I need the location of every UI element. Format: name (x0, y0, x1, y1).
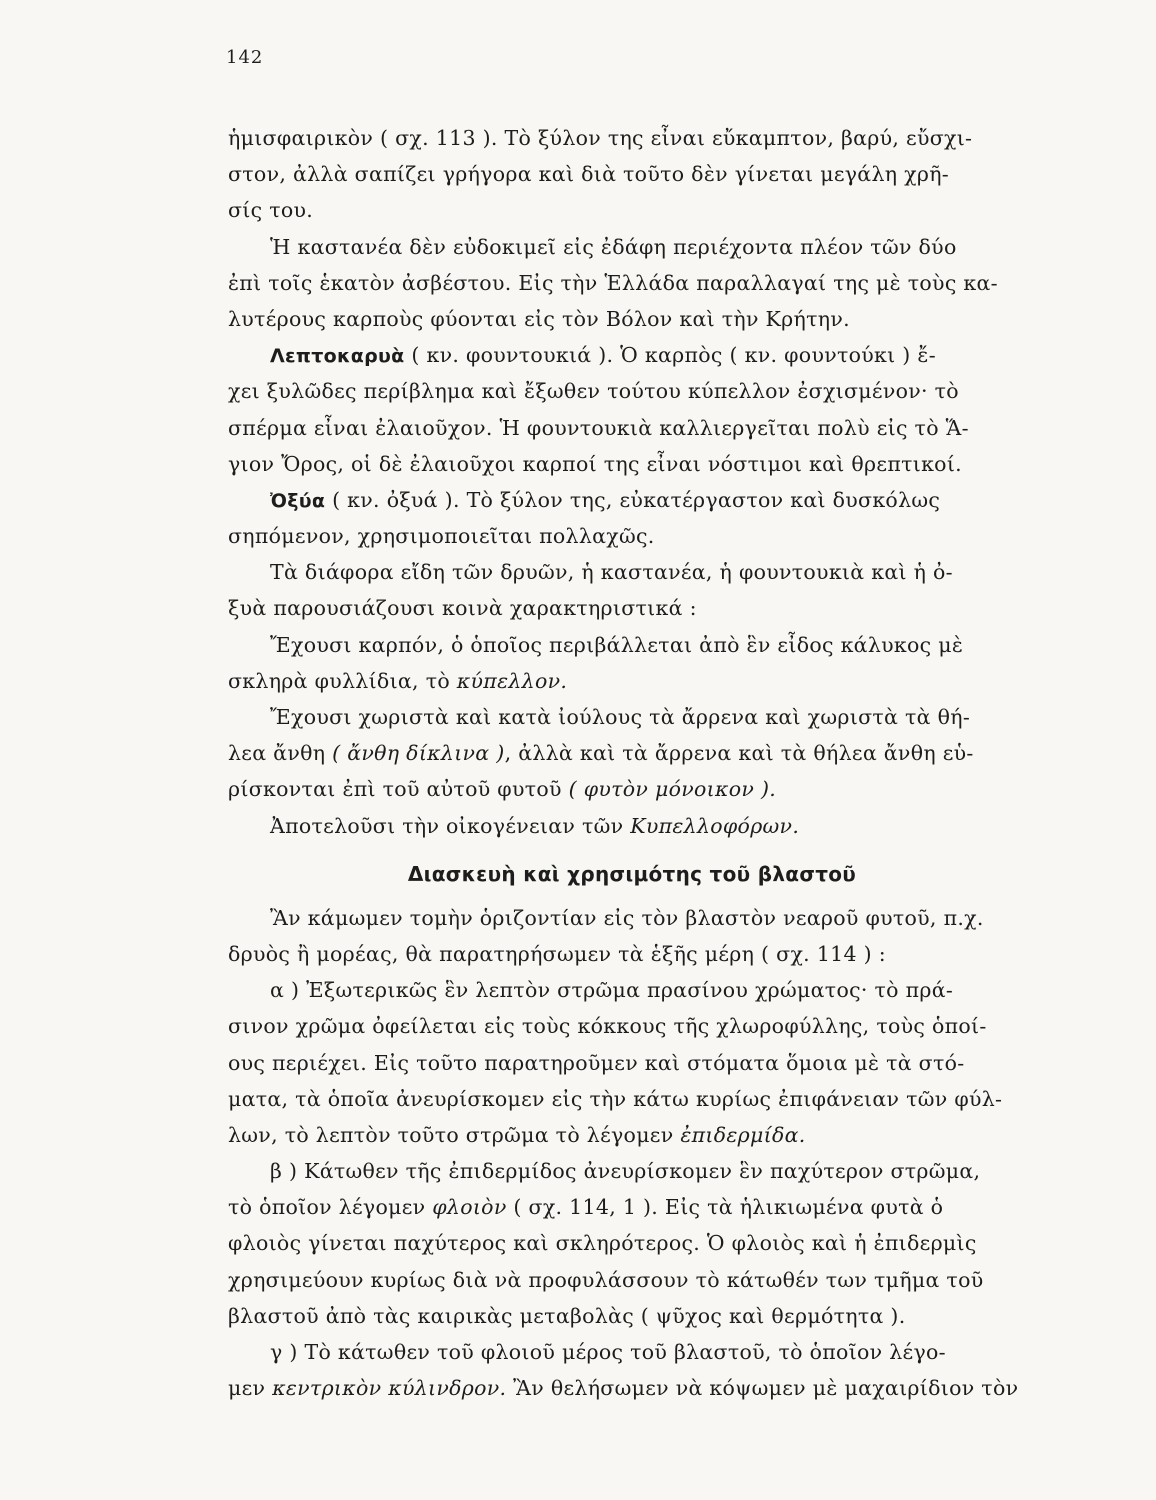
text-line (228, 1370, 1036, 1406)
text-line: γ ) Τὸ κάτωθεν τοῦ φλοιοῦ μέρος τοῦ βλαστοῦ, τὸ ὁποῖον λέγο- (270, 1340, 946, 1364)
text-line: Ἂν κάμωμεν τομὴν ὁριζοντίαν εἰς τὸν βλαστὸν νεαροῦ φυτοῦ, π.χ. (270, 905, 984, 930)
text-line: Ἔχουσι χωριστὰ καὶ κατὰ ἰούλους τὰ ἄρρενα καὶ χωριστὰ τὰ θή- (270, 705, 971, 729)
text-line (228, 808, 1036, 844)
text-span: , ἀλλὰ καὶ τὰ ἄρρενα καὶ τὰ θήλεα ἄνθη εὑ- (504, 741, 974, 766)
text-line: Ἡ καστανέα δὲν εὐδοκιμεῖ εἰς ἐδάφη περιέχοντα πλέον τῶν δύο (270, 234, 957, 259)
text-span: ( σχ. 114, 1 ). Εἰς τὰ ἡλικιωμένα φυτὰ ὁ (506, 1195, 944, 1220)
text-line: σινον χρῶμα ὀφείλεται εἰς τοὺς κόκκους τῆς χλωροφύλλης, τοὺς ὁποί- (228, 1014, 987, 1039)
text-span: σκληρὰ φυλλίδια, τὸ (228, 668, 457, 693)
text-line (228, 735, 1036, 771)
text-line: στον, ἀλλὰ σαπίζει γρήγορα καὶ διὰ τοῦτο δὲν γίνεται μεγάλη χρῆ- (228, 162, 950, 187)
section-heading: Διασκευὴ καὶ χρησιμότης τοῦ βλαστοῦ (407, 861, 857, 886)
text-line (228, 771, 1036, 807)
text-line: δρυὸς ἢ μορέας, θὰ παρατηρήσωμεν τὰ ἑξῆς μέρη ( σχ. 114 ) : (228, 941, 886, 966)
term-floion: φλοιὸν (432, 1195, 507, 1220)
text-line: βλαστοῦ ἀπὸ τὰς καιρικὰς μεταβολὰς ( ψῦχος καὶ θερμότητα ). (228, 1303, 906, 1328)
text-span: ( κν. φουντουκιά ). Ὁ καρπὸς ( κν. φουντούκι ) ἔ- (404, 343, 936, 368)
text-span: λων, τὸ λεπτὸν τοῦτο στρῶμα τὸ λέγομεν (228, 1122, 681, 1147)
text-line (228, 663, 1036, 699)
text-line: ἐπὶ τοῖς ἑκατὸν ἀσβέστου. Εἰς τὴν Ἑλλάδα παραλλαγαί της μὲ τοὺς κα- (228, 270, 998, 295)
text-line: ους περιέχει. Εἰς τοῦτο παρατηροῦμεν καὶ στόματα ὅμοια μὲ τὰ στό- (228, 1050, 965, 1075)
text-span: ρίσκονται ἐπὶ τοῦ αὐτοῦ φυτοῦ (228, 777, 569, 802)
text-line (228, 482, 1036, 518)
text-span: Ἂν θελήσωμεν νὰ κόψωμεν μὲ μαχαιρίδιον τὸν (506, 1376, 1019, 1401)
text-line: γιον Ὄρος, οἱ δὲ ἐλαιοῦχοι καρποί της εἶναι νόστιμοι καὶ θρεπτικοί. (228, 451, 962, 476)
text-line: χρησιμεύουν κυρίως διὰ νὰ προφυλάσσουν τὸ κάτωθέν των τμῆμα τοῦ (228, 1267, 984, 1292)
term-fyton-monoikon: ( φυτὸν μόνοικον ). (568, 777, 777, 802)
term-kypellon: κύπελλον. (456, 668, 568, 693)
text-line: ξυὰ παρουσιάζουσι κοινὰ χαρακτηριστικά : (228, 596, 697, 621)
text-line: φλοιὸς γίνεται παχύτερος καὶ σκληρότερος. Ὁ φλοιὸς καὶ ἡ ἐπιδερμὶς (228, 1231, 977, 1256)
text-line: σπέρμα εἶναι ἐλαιοῦχον. Ἡ φουντουκιὰ καλλιεργεῖται πολὺ εἰς τὸ Ἅ- (228, 415, 969, 440)
term-epidermida: ἐπιδερμίδα. (680, 1122, 806, 1147)
text-line (228, 1189, 1036, 1225)
text-line (228, 337, 1036, 373)
term-oxya: Ὀξύα (270, 489, 326, 512)
text-span: Ἀποτελοῦσι τὴν οἰκογένειαν τῶν (270, 813, 631, 838)
term-leptokarya: Λεπτοκαρυὰ (270, 345, 405, 368)
text-line: χει ξυλῶδες περίβλημα καὶ ἔξωθεν τούτου κύπελλον ἐσχισμένον· τὸ (228, 379, 959, 404)
text-line: β ) Κάτωθεν τῆς ἐπιδερμίδος ἀνευρίσκομεν ἓν παχύτερον στρῶμα, (270, 1159, 981, 1184)
text-line: ἡμισφαιρικὸν ( σχ. 113 ). Τὸ ξύλον της εἶναι εὔκαμπτον, βαρύ, εὔσχι- (228, 126, 973, 150)
term-kypellofora: Κυπελλοφόρων. (630, 813, 800, 838)
text-span: μεν (228, 1376, 273, 1401)
text-line: α ) Ἐξωτερικῶς ἓν λεπτὸν στρῶμα πρασίνου χρώματος· τὸ πρά- (270, 978, 954, 1003)
text-line (228, 1117, 1036, 1153)
page-number: 142 (226, 47, 264, 68)
text-span: τὸ ὁποῖον λέγομεν (228, 1195, 433, 1220)
text-line: Ἔχουσι καρπόν, ὁ ὁποῖος περιβάλλεται ἀπὸ ἓν εἶδος κάλυκος μὲ (270, 632, 964, 657)
text-line: λυτέρους καρποὺς φύονται εἰς τὸν Βόλον καὶ τὴν Κρήτην. (228, 306, 850, 331)
text-line: ματα, τὰ ὁποῖα ἀνευρίσκομεν εἰς τὴν κάτω κυρίως ἐπιφάνειαν τῶν φύλ- (228, 1086, 1003, 1111)
text-span: λεα ἄνθη (228, 741, 333, 766)
body-text (228, 120, 1036, 1406)
text-line: σηπόμενον, χρησιμοποιεῖται πολλαχῶς. (228, 524, 655, 549)
term-anthi-diklina: ( ἄνθη δίκλινα ) (332, 741, 505, 766)
text-line: Τὰ διάφορα εἴδη τῶν δρυῶν, ἡ καστανέα, ἡ φουντουκιὰ καὶ ἡ ὀ- (270, 560, 953, 585)
text-span: ( κν. ὀξυά ). Τὸ ξύλον της, εὐκατέργαστον καὶ δυσκόλως (325, 487, 941, 512)
term-kentrikon-kylindron: κεντρικὸν κύλινδρον. (272, 1376, 507, 1401)
text-line: σίς του. (228, 198, 314, 223)
